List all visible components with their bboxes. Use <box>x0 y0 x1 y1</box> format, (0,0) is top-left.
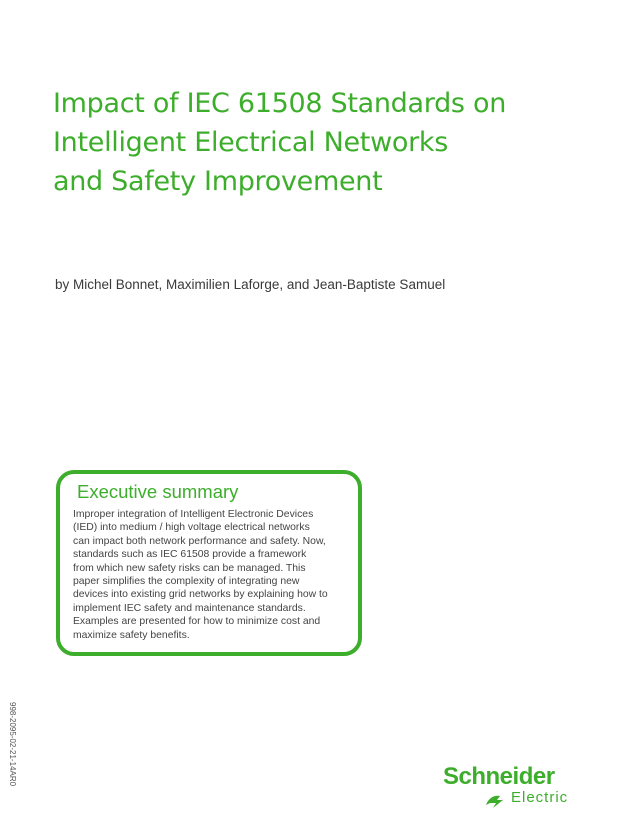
summary-line: implement IEC safety and maintenance standards. <box>73 602 306 614</box>
document-code: 998-2095-02-21-14AR0 <box>8 702 17 787</box>
summary-line: (IED) into medium / high voltage electrical networks <box>73 522 310 534</box>
logo-mark-icon <box>483 791 509 809</box>
title-line: Intelligent Electrical Networks <box>53 127 448 158</box>
summary-line: from which new safety risks can be managed. This <box>73 562 306 574</box>
summary-line: standards such as IEC 61508 provide a framework <box>73 549 307 561</box>
summary-body <box>73 508 365 642</box>
summary-line: devices into existing grid networks by explaining how to <box>73 589 328 601</box>
logo-wordmark-bottom: Electric <box>511 789 569 806</box>
title-line: and Safety Improvement <box>53 166 383 197</box>
summary-line: Examples are presented for how to minimize cost and <box>73 616 321 628</box>
summary-line: Improper integration of Intelligent Electronic Devices <box>73 509 314 520</box>
author-byline: by Michel Bonnet, Maximilien Laforge, and Jean-Baptiste Samuel <box>55 277 446 292</box>
summary-line: maximize safety benefits. <box>73 629 190 641</box>
logo-wordmark-top: Schneider <box>443 763 555 790</box>
executive-summary-box <box>56 470 362 656</box>
schneider-electric-logo <box>443 763 603 813</box>
title-line: Impact of IEC 61508 Standards on <box>53 88 507 119</box>
summary-heading: Executive summary <box>77 481 239 502</box>
summary-line: paper simplifies the complexity of integrating new <box>73 576 300 588</box>
summary-line: can impact both network performance and safety. Now, <box>73 535 326 547</box>
page-title <box>53 84 623 201</box>
